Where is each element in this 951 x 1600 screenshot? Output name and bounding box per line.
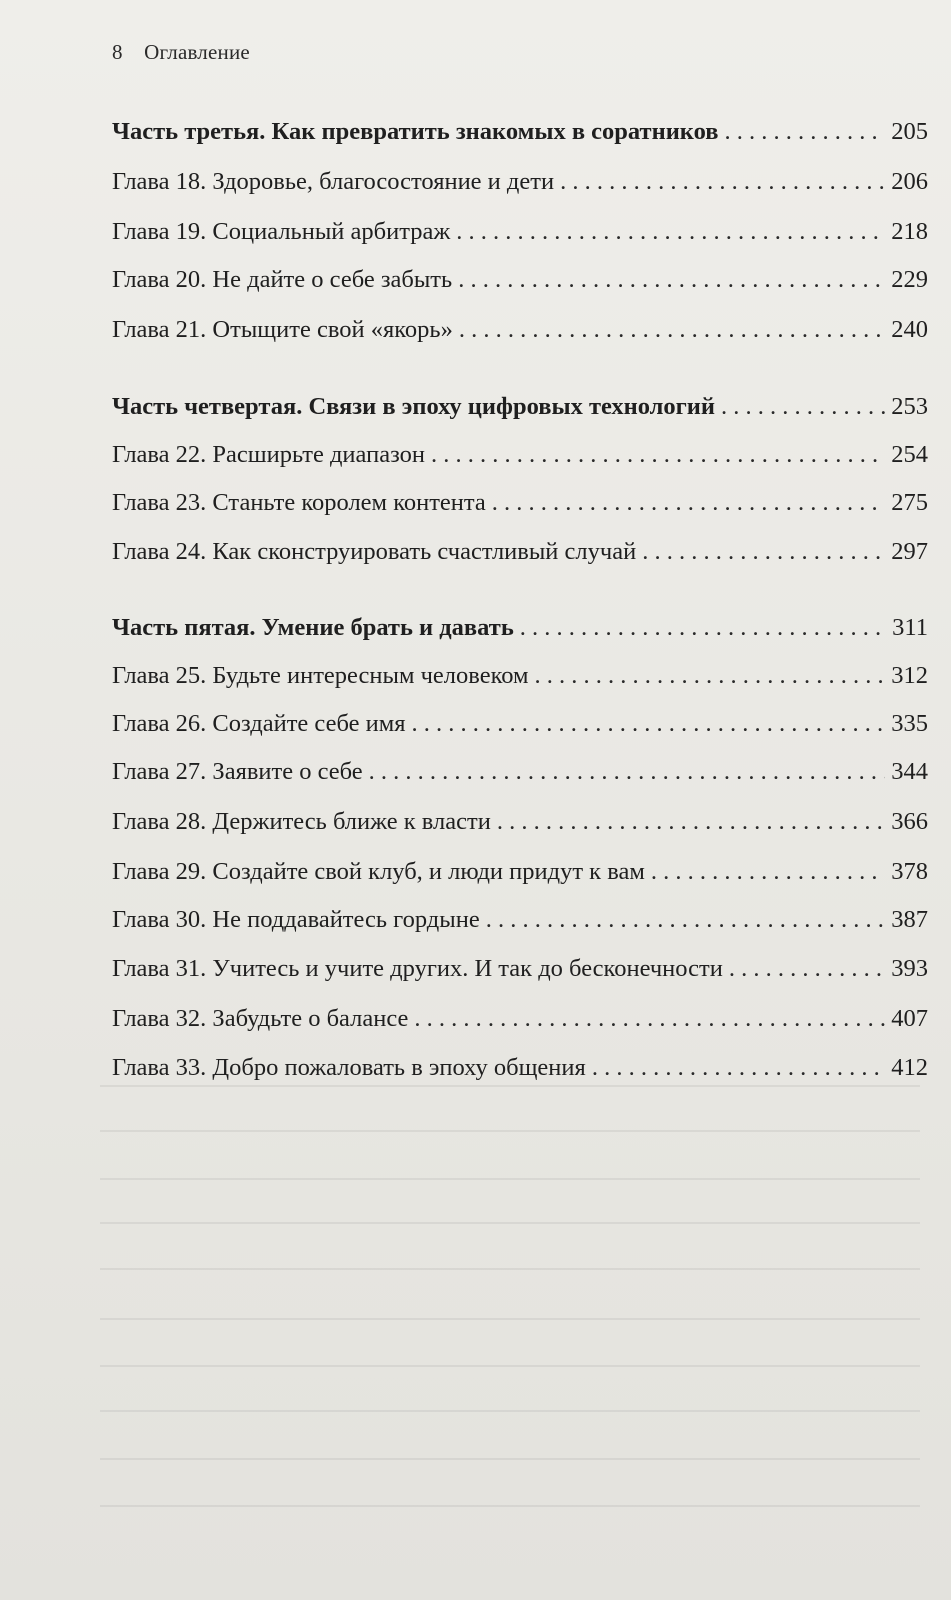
toc-entry-page: 275 (891, 489, 928, 516)
toc-entry-title: Глава 24. Как сконструировать счастливый случай (112, 538, 637, 565)
toc-entry-page: 378 (891, 858, 928, 885)
toc-entry-title: Глава 28. Держитесь ближе к власти (112, 808, 491, 835)
dot-leader (431, 441, 885, 469)
toc-entry-page: 393 (891, 955, 928, 982)
dot-leader (520, 614, 886, 642)
toc-entry-title: Глава 26. Создайте себе имя (112, 710, 406, 737)
toc-entry-page: 254 (891, 441, 928, 468)
toc-entry-title: Глава 22. Расширьте диапазон (112, 441, 425, 468)
toc-entry-page: 412 (891, 1054, 928, 1081)
toc-chapter-entry (112, 316, 928, 344)
toc-entry-page: 335 (891, 710, 928, 737)
toc-entry-page: 206 (891, 168, 928, 195)
dot-leader (651, 858, 885, 886)
toc-entry-page: 311 (892, 614, 928, 641)
toc-entry-page: 218 (891, 218, 928, 245)
toc-entry-page: 344 (891, 758, 928, 785)
toc-entry-title: Глава 27. Заявите о себе (112, 758, 363, 785)
toc-part-entry (112, 614, 928, 642)
dot-leader (458, 266, 885, 294)
dot-leader (642, 538, 885, 566)
toc-entry-title: Глава 23. Станьте королем контента (112, 489, 486, 516)
dot-leader (456, 218, 885, 246)
toc-chapter-entry (112, 858, 928, 886)
toc-chapter-entry (112, 955, 928, 983)
dot-leader (459, 316, 885, 344)
toc-entry-title: Глава 31. Учитесь и учите других. И так до бесконечности (112, 955, 723, 982)
toc-chapter-entry (112, 168, 928, 196)
toc-entry-title: Глава 30. Не поддавайтесь гордыне (112, 906, 480, 933)
toc-entry-title: Глава 20. Не дайте о себе забыть (112, 266, 453, 293)
toc-entry-page: 205 (891, 118, 928, 145)
toc-entry-title: Часть пятая. Умение брать и давать (112, 614, 514, 641)
running-head (112, 40, 250, 65)
running-head-title: Оглавление (144, 40, 250, 64)
toc-chapter-entry (112, 662, 928, 690)
toc-entry-page: 312 (891, 662, 928, 689)
toc-part-entry (112, 393, 928, 421)
dot-leader (724, 118, 885, 146)
toc-entry-title: Часть третья. Как превратить знакомых в соратников (112, 118, 719, 145)
toc-chapter-entry (112, 906, 928, 934)
toc-entry-title: Глава 18. Здоровье, благосостояние и дети (112, 168, 555, 195)
dot-leader (497, 808, 885, 836)
toc-entry-page: 366 (891, 808, 928, 835)
toc-entry-page: 407 (891, 1005, 928, 1032)
toc-entry-page: 387 (891, 906, 928, 933)
toc-chapter-entry (112, 489, 928, 517)
dot-leader (486, 906, 886, 934)
dot-leader (729, 955, 885, 983)
toc-entry-page: 240 (891, 316, 928, 343)
toc-entry-title: Глава 29. Создайте свой клуб, и люди придут к вам (112, 858, 645, 885)
dot-leader (369, 758, 886, 786)
toc-chapter-entry (112, 538, 928, 566)
toc-chapter-entry (112, 441, 928, 469)
toc-entry-page: 297 (891, 538, 928, 565)
toc-entry-title: Глава 19. Социальный арбитраж (112, 218, 451, 245)
dot-leader (592, 1054, 885, 1082)
page-number: 8 (112, 40, 123, 64)
toc-entry-title: Глава 33. Добро пожаловать в эпоху общения (112, 1054, 586, 1081)
dot-leader (411, 710, 885, 738)
dot-leader (535, 662, 886, 690)
toc-entry-page: 229 (891, 266, 928, 293)
toc-part-entry (112, 118, 928, 146)
dot-leader (721, 393, 885, 421)
toc-entry-page: 253 (891, 393, 928, 420)
toc-entry-title: Часть четвертая. Связи в эпоху цифровых технологий (112, 393, 716, 420)
toc-entry-title: Глава 21. Отыщите свой «якорь» (112, 316, 453, 343)
toc-chapter-entry (112, 1054, 928, 1082)
toc-entry-title: Глава 25. Будьте интересным человеком (112, 662, 529, 689)
toc-chapter-entry (112, 808, 928, 836)
dot-leader (414, 1005, 885, 1033)
dot-leader (492, 489, 885, 517)
dot-leader (560, 168, 885, 196)
toc-chapter-entry (112, 758, 928, 786)
toc-chapter-entry (112, 218, 928, 246)
toc-chapter-entry (112, 710, 928, 738)
toc-chapter-entry (112, 266, 928, 294)
toc-entry-title: Глава 32. Забудьте о балансе (112, 1005, 409, 1032)
toc-chapter-entry (112, 1005, 928, 1033)
